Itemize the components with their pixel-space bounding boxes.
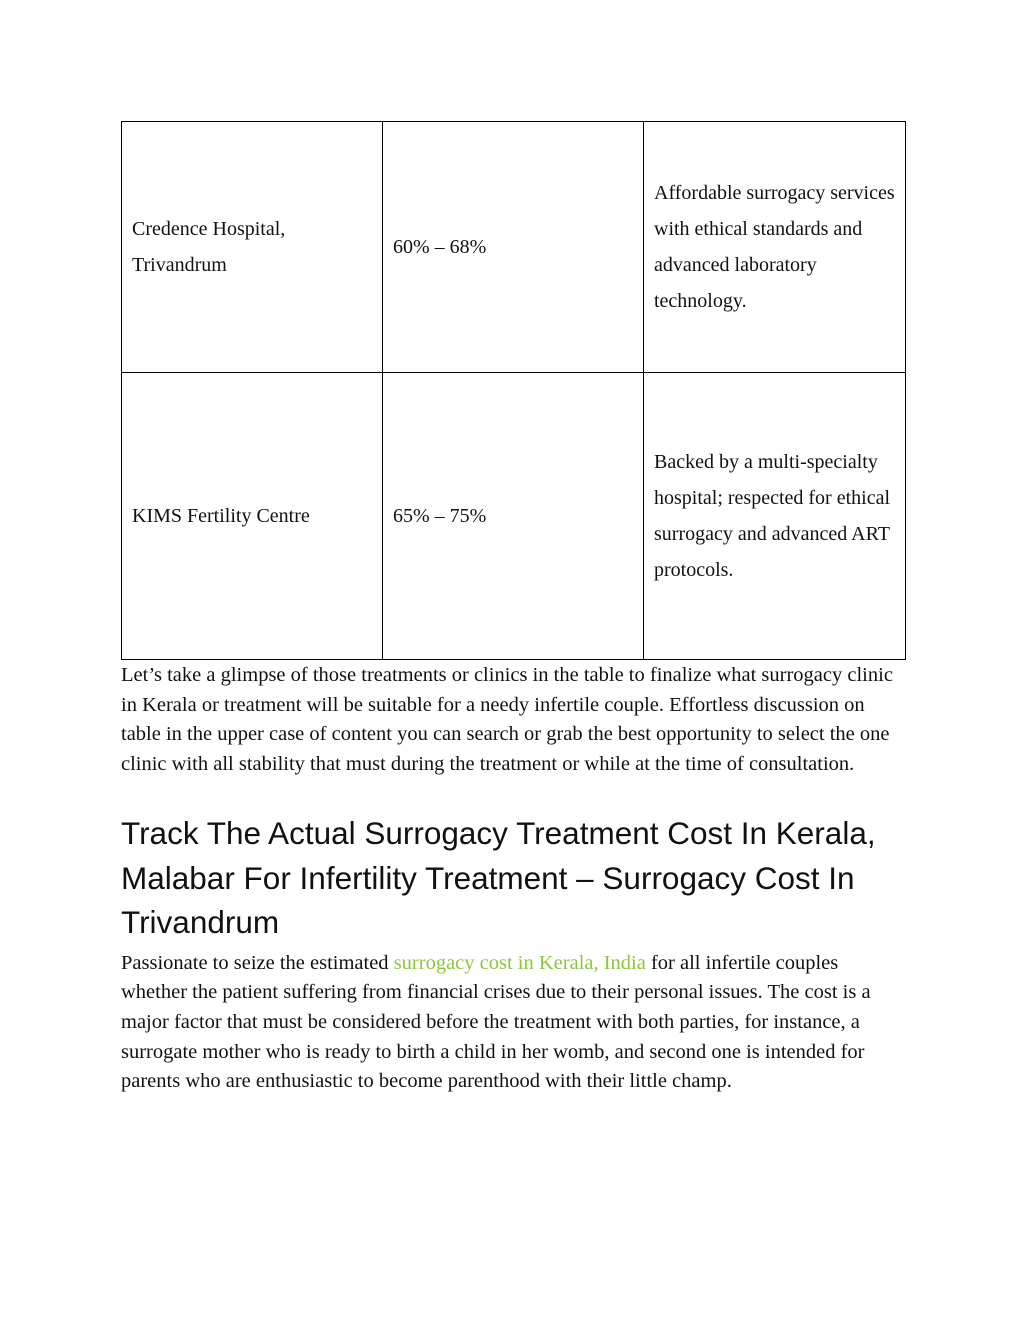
intro-paragraph: Let’s take a glimpse of those treatments or clinics in the table to finalize what surrogacy clinic in Kerala or treatment will be suitable for a needy infertile couple. Effortless discussion on table in the upper case of content you can search or grab the best opportunity to select the one clinic with all stability that must during the treatment or while at the time of consultation. (121, 664, 893, 775)
cost-paragraph (121, 949, 905, 1097)
cost-paragraph-rest: for all infertile couples whether the patient suffering from financial crises due to their personal issues. The cost is a major factor that must be considered before the treatment with both parties, for instance, a surrogate mother who is ready to birth a child in her womb, and second one is intended for parents who are enthusiastic to become parenthood with their little champ. (121, 951, 871, 1093)
cost-paragraph-lead: Passionate to seize the estimated (121, 951, 394, 974)
table-row (122, 122, 906, 373)
success-rate-cell: 65% – 75% (383, 373, 644, 660)
surrogacy-cost-link[interactable]: surrogacy cost in Kerala, India (393, 951, 646, 974)
success-rate-cell: 60% – 68% (383, 122, 644, 373)
table-row (122, 373, 906, 660)
clinic-name-cell: KIMS Fertility Centre (122, 373, 383, 660)
description-cell: Backed by a multi-specialty hospital; respected for ethical surrogacy and advanced ART protocols. (644, 373, 906, 660)
description-cell: Affordable surrogacy services with ethical standards and advanced laboratory technology. (644, 122, 906, 373)
clinic-name-cell: Credence Hospital, Trivandrum (122, 122, 383, 373)
section-heading: Track The Actual Surrogacy Treatment Cost In Kerala, Malabar For Infertility Treatment – Surrogacy Cost In Trivandrum (121, 815, 876, 941)
clinic-comparison-table (121, 121, 906, 660)
document-page (121, 121, 905, 1097)
